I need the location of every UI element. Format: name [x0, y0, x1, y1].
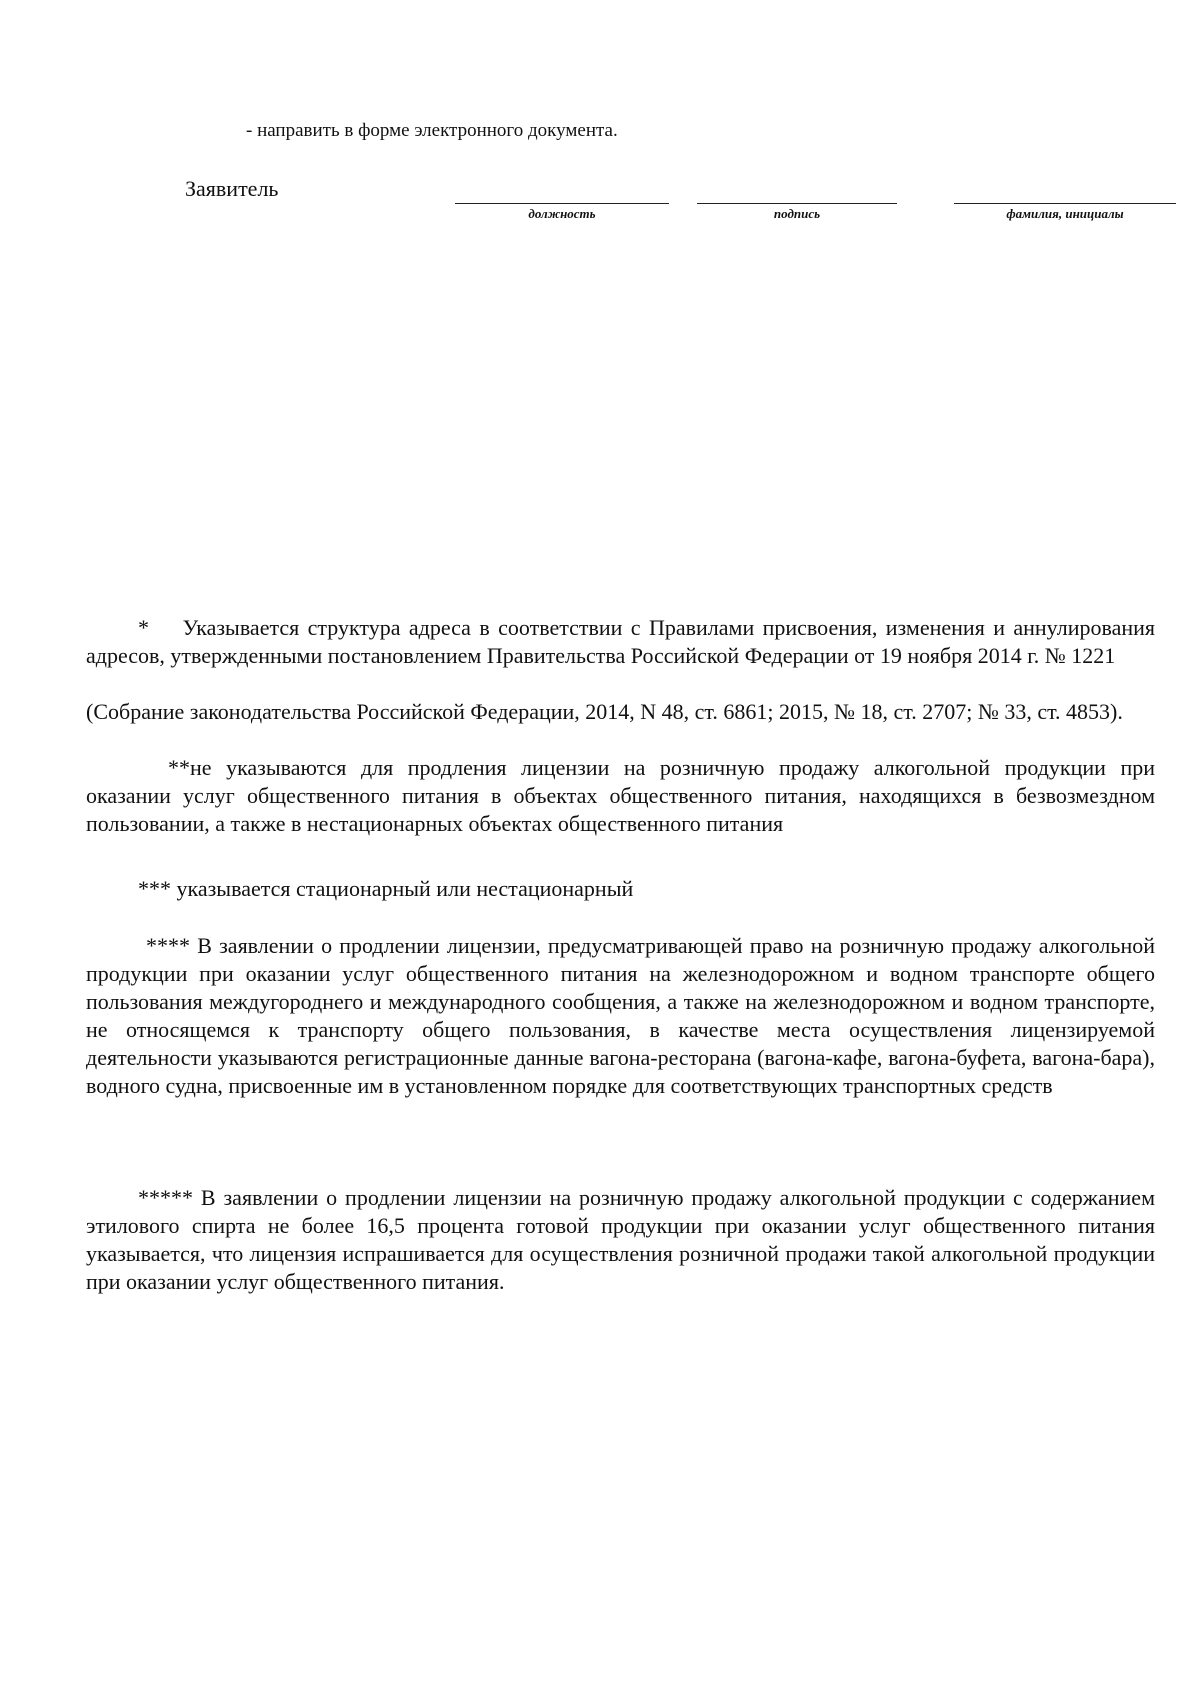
fullname-field: [954, 203, 1176, 222]
fullname-caption: фамилия, инициалы: [1006, 206, 1124, 221]
footnote-1-marker: *: [138, 615, 149, 640]
send-option-text: - направить в форме электронного документа.: [246, 120, 618, 141]
footnote-1-source: (Собрание законодательства Российской Федерации, 2014, N 48, ст. 6861; 2015, № 18, ст. 2707; № 33, ст. 4853).: [86, 699, 1123, 724]
signature-caption: подпись: [773, 206, 821, 221]
signature-field: [697, 203, 897, 222]
footnote-1: [86, 614, 1155, 670]
footnote-4: **** В заявлении о продлении лицензии, предусматривающей право на розничную продажу алкогольной продукции при оказании услуг общественного питания на железнодорожном и водном транспорте общего пользования междугороднего и международного сообщения, а также на железнодорожном и водном транспорте, не относящемся к транспорту общего пользования, в качестве места осуществления лицензируемой деятельности указываются регистрационные данные вагона-ресторана (вагона-кафе, вагона-буфета, вагона-бара), водного судна, присвоенные им в установленном порядке для соответствующих транспортных средств: [86, 933, 1155, 1098]
footnote-1-text: Указывается структура адреса в соответствии с Правилами присвоения, изменения и аннулирования адресов, утвержденными постановлением Правительства Российской Федерации от 19 ноября 2014 г. № 1221: [86, 615, 1155, 668]
footnote-5: ***** В заявлении о продлении лицензии на розничную продажу алкогольной продукции с содержанием этилового спирта не более 16,5 процента готовой продукции при оказании услуг общественного питания указывается, что лицензия испрашивается для осуществления розничной продажи такой алкогольной продукции при оказании услуг общественного питания.: [86, 1185, 1155, 1294]
applicant-label: Заявитель: [185, 176, 279, 201]
footnote-3: *** указывается стационарный или нестационарный: [138, 876, 634, 901]
position-field: [455, 203, 669, 222]
footnote-2: **не указываются для продления лицензии на розничную продажу алкогольной продукции при оказании услуг общественного питания в объектах общественного питания, находящихся в безвозмездном пользовании, а также в нестационарных объектах общественного питания: [86, 755, 1155, 836]
position-caption: должность: [528, 206, 596, 221]
